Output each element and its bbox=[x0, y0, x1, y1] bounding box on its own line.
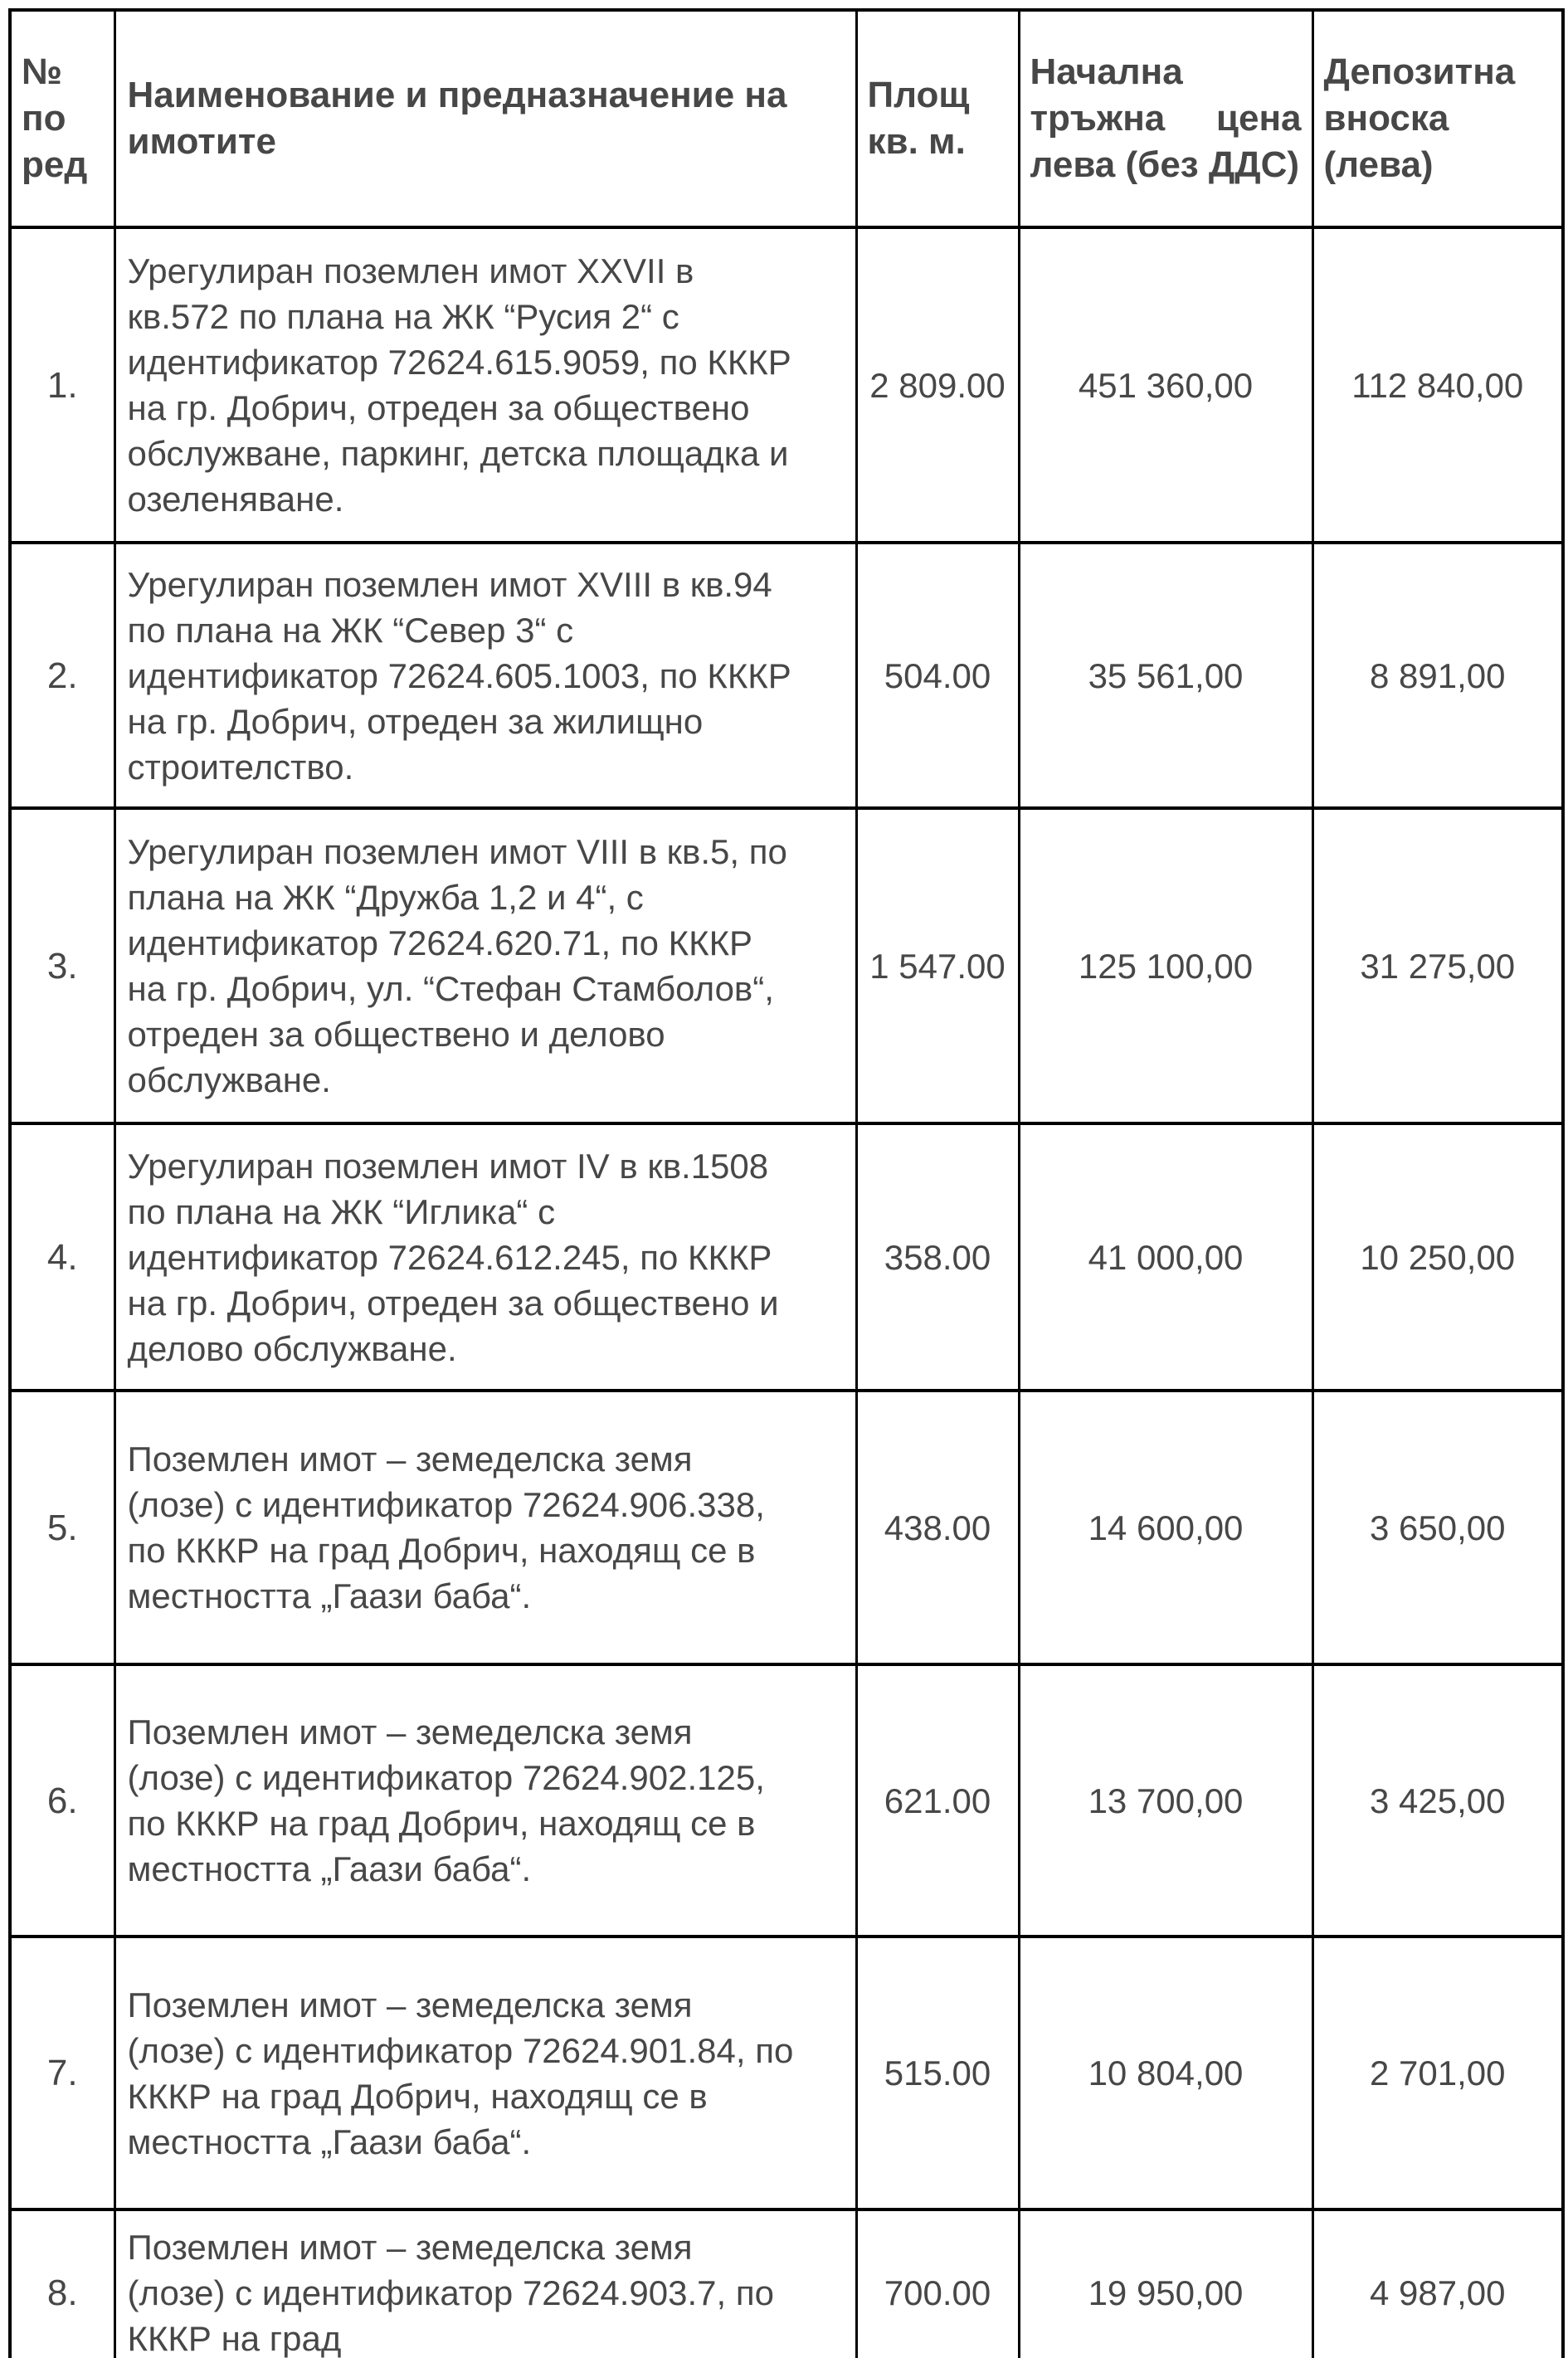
table-row bbox=[10, 1937, 1563, 2209]
deposit-cell: 31 275,00 bbox=[1312, 808, 1563, 1123]
description-cell: Урегулиран поземлен имот IV в кв.1508 по плана на ЖК “Иглика“ с идентификатор 72624.612.245, по КККР на гр. Добрич, отреден за обществено и делово обслужване. bbox=[114, 1123, 856, 1391]
price-cell: 125 100,00 bbox=[1019, 808, 1312, 1123]
table-row bbox=[10, 2209, 1563, 2358]
description-cell: Поземлен имот – земеделска земя (лозе) с идентификатор 72624.901.84, по КККР на град Добрич, находящ се в местността „Гаази баба“. bbox=[114, 1937, 856, 2209]
price-cell: 13 700,00 bbox=[1019, 1664, 1312, 1937]
row-number-cell: 8. bbox=[10, 2209, 114, 2358]
table-row bbox=[10, 1664, 1563, 1937]
area-cell: 1 547.00 bbox=[856, 808, 1019, 1123]
price-cell: 10 804,00 bbox=[1019, 1937, 1312, 2209]
price-cell: 451 360,00 bbox=[1019, 227, 1312, 543]
table-row bbox=[10, 1123, 1563, 1391]
deposit-cell: 112 840,00 bbox=[1312, 227, 1563, 543]
deposit-cell: 4 987,00 bbox=[1312, 2209, 1563, 2358]
row-number-cell: 6. bbox=[10, 1664, 114, 1937]
row-number-cell: 1. bbox=[10, 227, 114, 543]
table-row bbox=[10, 543, 1563, 808]
header-starting-price: Начална тръжна цена лева (без ДДС) bbox=[1019, 10, 1312, 227]
table-row bbox=[10, 1391, 1563, 1664]
price-cell: 41 000,00 bbox=[1019, 1123, 1312, 1391]
deposit-cell: 3 425,00 bbox=[1312, 1664, 1563, 1937]
area-cell: 700.00 bbox=[856, 2209, 1019, 2358]
row-number-cell: 4. bbox=[10, 1123, 114, 1391]
deposit-cell: 2 701,00 bbox=[1312, 1937, 1563, 2209]
row-number-cell: 2. bbox=[10, 543, 114, 808]
table-header-row bbox=[10, 10, 1563, 227]
description-cell: Урегулиран поземлен имот VIII в кв.5, по плана на ЖК “Дружба 1,2 и 4“, с идентификатор 72624.620.71, по КККР на гр. Добрич, ул. “Стефан Стамболов“, отреден за обществено и делово обслужване. bbox=[114, 808, 856, 1123]
area-cell: 438.00 bbox=[856, 1391, 1019, 1664]
description-cell: Урегулиран поземлен имот XXVII в кв.572 по плана на ЖК “Русия 2“ с идентификатор 72624.615.9059, по КККР на гр. Добрич, отреден за обществено обслужване, паркинг, детска площадка и озеленяване. bbox=[114, 227, 856, 543]
header-name-purpose: Наименование и предназначение на имотите bbox=[114, 10, 856, 227]
area-cell: 515.00 bbox=[856, 1937, 1019, 2209]
description-cell: Поземлен имот – земеделска земя (лозе) с идентификатор 72624.903.7, по КККР на град bbox=[114, 2209, 856, 2358]
table-row bbox=[10, 227, 1563, 543]
header-deposit: Депозитна вноска (лева) bbox=[1312, 10, 1563, 227]
properties-auction-table bbox=[8, 8, 1565, 2358]
deposit-cell: 3 650,00 bbox=[1312, 1391, 1563, 1664]
deposit-cell: 10 250,00 bbox=[1312, 1123, 1563, 1391]
header-row-number: № по ред bbox=[10, 10, 114, 227]
description-cell: Поземлен имот – земеделска земя (лозе) с идентификатор 72624.902.125, по КККР на град Добрич, находящ се в местността „Гаази баба“. bbox=[114, 1664, 856, 1937]
row-number-cell: 7. bbox=[10, 1937, 114, 2209]
price-cell: 14 600,00 bbox=[1019, 1391, 1312, 1664]
description-cell: Поземлен имот – земеделска земя (лозе) с идентификатор 72624.906.338, по КККР на град Добрич, находящ се в местността „Гаази баба“. bbox=[114, 1391, 856, 1664]
header-area: Площ кв. м. bbox=[856, 10, 1019, 227]
area-cell: 2 809.00 bbox=[856, 227, 1019, 543]
area-cell: 504.00 bbox=[856, 543, 1019, 808]
price-cell: 35 561,00 bbox=[1019, 543, 1312, 808]
row-number-cell: 3. bbox=[10, 808, 114, 1123]
price-cell: 19 950,00 bbox=[1019, 2209, 1312, 2358]
area-cell: 358.00 bbox=[856, 1123, 1019, 1391]
description-cell: Урегулиран поземлен имот XVIII в кв.94 по плана на ЖК “Север 3“ с идентификатор 72624.605.1003, по КККР на гр. Добрич, отреден за жилищно строителство. bbox=[114, 543, 856, 808]
area-cell: 621.00 bbox=[856, 1664, 1019, 1937]
row-number-cell: 5. bbox=[10, 1391, 114, 1664]
table-row bbox=[10, 808, 1563, 1123]
deposit-cell: 8 891,00 bbox=[1312, 543, 1563, 808]
